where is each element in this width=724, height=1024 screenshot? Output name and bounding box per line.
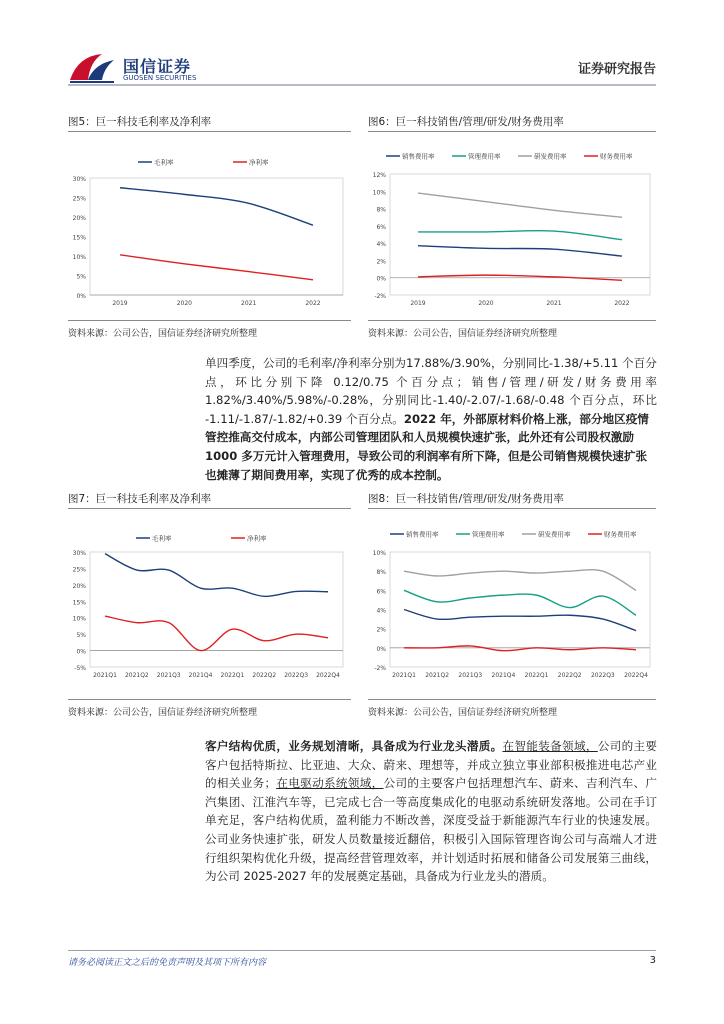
header-divider <box>68 84 656 86</box>
fig8-title-rule <box>368 508 656 509</box>
fig8-xtick-label: 2021Q2 <box>425 672 450 679</box>
fig8-legend-label: 财务费用率 <box>604 530 637 539</box>
report-type-label: 证券研究报告 <box>577 62 656 77</box>
fig8-ytick-label: 8% <box>376 569 386 577</box>
fig8-ytick-label: 2% <box>376 626 386 634</box>
fig8-ytick-label: 0% <box>376 645 386 653</box>
fig5-chart <box>68 140 351 315</box>
fig6-ytick-label: 12% <box>372 172 386 179</box>
fig5-bottom-rule <box>68 320 351 321</box>
fig6-legend-label: 销售费用率 <box>402 152 435 161</box>
fig8-xtick-label: 2021Q3 <box>458 672 483 679</box>
fig8-svg <box>368 520 656 695</box>
fig5-source: 资料来源：公司公告，国信证券经济研究所整理 <box>68 329 258 339</box>
fig6-xtick-label: 2020 <box>478 300 494 307</box>
fig5-series-line-1 <box>120 255 313 280</box>
company-logo <box>68 50 208 86</box>
fig5-ytick-label: 10% <box>72 254 86 261</box>
fig8-series-line-3 <box>404 646 636 651</box>
fig7-ytick-label: 30% <box>72 550 86 557</box>
para2-equipment-heading: 在智能装备领域， <box>502 739 598 753</box>
fig7-title-rule <box>68 508 351 509</box>
fig8-xtick-label: 2021Q4 <box>491 672 516 679</box>
fig8-ytick-label: 4% <box>376 607 386 615</box>
para2-drive-heading: 在电驱动系统领域， <box>276 776 384 791</box>
para1-line-2: 点，环比分别下降 0.12/0.75 个百分点；销售/管理/研发/财务费用率 <box>205 374 657 389</box>
fig7-xtick-label: 2022Q4 <box>316 672 340 679</box>
para1-bold-line-3: 1000 多万元计入管理费用，导致公司的利润率有所下降，但是公司销售规模快速扩张 <box>205 448 648 463</box>
fig8-source: 资料来源：公司公告，国信证券经济研究所整理 <box>368 708 558 718</box>
fig5-title: 图5：巨一科技毛利率及净利率 <box>68 116 212 128</box>
fig7-ytick-label: -5% <box>74 665 86 672</box>
fig6-xtick-label: 2022 <box>614 300 630 307</box>
fig7-ytick-label: 10% <box>72 615 86 623</box>
fig5-xtick-label: 2019 <box>112 300 128 307</box>
fig6-xtick-label: 2019 <box>410 300 426 307</box>
fig7-xtick-label: 2022Q3 <box>284 672 309 679</box>
para2-drive-text: 公司的主要客户包括理想汽车、蔚来、吉利汽车、广汽集团、江淮汽车等，已完成七合一等高度集成化的电驱动系统研发落地。公司在手订单充足，客户结构优质，盈利能力不断改善，深度受益于新能源汽车行业的快速发展。公司业务快速扩张，研发人员数量接近翻倍，积极引入国际管理咨询公司与高端人才进行组织架构优化升级，提高经营管理效率，并计划适时拓展和储备公司发展第三曲线，为公司 2025-2027 年的发展奠定基础，具备成为行业龙头的潜质。 <box>205 776 657 884</box>
para1-bold-line-4: 也摊薄了期间费用率，实现了优秀的成本控制。 <box>205 467 449 482</box>
fig6-ytick-label: -2% <box>374 293 386 300</box>
guosen-logo-icon <box>68 50 116 86</box>
fig6-title: 图6：巨一科技销售/管理/研发/财务费用率 <box>368 116 564 128</box>
para1-bold-line-2: 管控推高交付成本，内部公司管理团队和人员规模快速扩张，此外还有公司股权激励 <box>205 430 634 445</box>
fig6-ytick-label: 2% <box>376 258 386 266</box>
fig6-bottom-rule <box>368 320 656 321</box>
fig6-ytick-label: 8% <box>376 206 386 214</box>
fig7-xtick-label: 2021Q2 <box>124 672 149 679</box>
fig7-ytick-label: 20% <box>72 582 86 590</box>
fig5-plot-frame <box>90 178 343 295</box>
logo-english-name: GUOSEN SECURITIES <box>123 74 197 82</box>
fig7-xtick-label: 2021Q4 <box>188 672 213 679</box>
fig5-legend-label: 净利率 <box>249 158 269 167</box>
fig5-title-rule <box>68 131 351 132</box>
fig7-source: 资料来源：公司公告，国信证券经济研究所整理 <box>68 708 258 718</box>
fig6-ytick-label: 4% <box>376 241 386 249</box>
fig8-xtick-label: 2022Q1 <box>524 672 549 679</box>
fig5-ytick-label: 30% <box>72 176 86 183</box>
fig6-chart <box>368 140 656 315</box>
fig6-legend-label: 管理费用率 <box>468 152 501 161</box>
fig7-svg <box>68 520 351 695</box>
fig8-title: 图8：巨一科技销售/管理/研发/财务费用率 <box>368 493 564 505</box>
fig8-xtick-label: 2022Q2 <box>557 672 582 679</box>
fig6-ytick-label: 0% <box>376 275 386 283</box>
fig8-ytick-label: 10% <box>372 550 386 557</box>
fig5-svg <box>68 140 351 315</box>
fig6-legend-label: 财务费用率 <box>600 152 633 161</box>
fig8-xtick-label: 2022Q3 <box>590 672 615 679</box>
fig6-ytick-label: 6% <box>376 223 386 231</box>
fig6-svg <box>368 140 656 315</box>
fig7-plot-frame <box>90 552 343 667</box>
fig6-xtick-label: 2021 <box>546 300 562 307</box>
fig7-xtick-label: 2022Q1 <box>220 672 245 679</box>
para2-equipment-text: 公司的主要客户包括特斯拉、比亚迪、大众、蔚来、理想等，并成立独立事业部积极推进电芯产业的相关业务； <box>205 739 657 791</box>
fig7-title: 图7：巨一科技毛利率及净利率 <box>68 493 212 505</box>
fig5-xtick-label: 2022 <box>305 300 321 307</box>
fig8-xtick-label: 2022Q4 <box>624 672 648 679</box>
fig7-ytick-label: 5% <box>76 632 86 640</box>
para1-line-4: -1.11/-1.87/-1.82/+0.39 个百分点。 <box>205 411 404 426</box>
fig6-series-line-2 <box>418 193 622 217</box>
fig6-ytick-label: 10% <box>372 189 386 197</box>
fig5-ytick-label: 15% <box>72 234 86 242</box>
fig8-legend-label: 管理费用率 <box>472 530 505 539</box>
fig7-xtick-label: 2021Q3 <box>156 672 181 679</box>
fig8-series-line-0 <box>404 610 636 631</box>
fig8-bottom-rule <box>368 699 656 700</box>
fig6-series-line-0 <box>418 246 622 256</box>
fig7-xtick-label: 2022Q2 <box>252 672 277 679</box>
para2-lead: 客户结构优质，业务规划清晰，具备成为行业龙头潜质。 <box>205 739 503 753</box>
fig8-legend-label: 销售费用率 <box>406 530 439 539</box>
fig7-ytick-label: 25% <box>72 566 86 574</box>
fig5-xtick-label: 2020 <box>176 300 192 307</box>
page-number: 3 <box>649 955 656 966</box>
fig7-ytick-label: 0% <box>76 648 86 656</box>
para1-bold-line-1: 2022 年，外部原材料价格上涨，部分地区疫情 <box>403 411 649 426</box>
fig5-legend-label: 毛利率 <box>154 158 174 167</box>
fig7-bottom-rule <box>68 699 351 700</box>
analysis-paragraph-2 <box>205 737 657 886</box>
para1-line-1: 单四季度，公司的毛利率/净利率分别为17.88%/3.90%，分别同比-1.38/+5.11 个百分 <box>205 356 657 370</box>
fig5-ytick-label: 5% <box>76 273 86 281</box>
fig7-chart <box>68 520 351 695</box>
fig8-xtick-label: 2021Q1 <box>392 672 416 679</box>
fig7-legend-label: 毛利率 <box>152 534 172 543</box>
logo-chinese-name: 国信证券 <box>123 57 192 76</box>
fig7-ytick-label: 15% <box>72 599 86 607</box>
fig8-series-line-1 <box>404 590 636 615</box>
fig8-chart <box>368 520 656 695</box>
analysis-paragraph-1 <box>205 354 657 484</box>
fig8-ytick-label: -2% <box>374 665 386 672</box>
fig5-series-line-0 <box>120 188 313 225</box>
footer-divider <box>68 950 656 951</box>
fig6-series-line-1 <box>418 231 622 240</box>
fig6-legend-label: 研发费用率 <box>534 152 567 161</box>
fig5-ytick-label: 25% <box>72 195 86 203</box>
fig8-legend-label: 研发费用率 <box>538 530 571 539</box>
para1-line-3: 1.82%/3.40%/5.98%/-0.28%，分别同比-1.40/-2.07/-1.68/-0.48 个百分点，环比 <box>205 393 657 408</box>
fig5-ytick-label: 0% <box>76 293 86 300</box>
fig6-source: 资料来源：公司公告，国信证券经济研究所整理 <box>368 329 558 339</box>
fig7-legend-label: 净利率 <box>247 534 267 543</box>
fig7-xtick-label: 2021Q1 <box>93 672 117 679</box>
fig6-title-rule <box>368 131 656 132</box>
fig8-ytick-label: 6% <box>376 588 386 596</box>
fig5-ytick-label: 20% <box>72 215 86 222</box>
fig5-xtick-label: 2021 <box>241 300 257 307</box>
footer-disclaimer: 请务必阅读正文之后的免责声明及其项下所有内容 <box>68 958 267 968</box>
fig7-series-line-1 <box>105 616 328 651</box>
fig7-series-line-0 <box>105 554 328 597</box>
fig8-series-line-2 <box>404 570 636 591</box>
